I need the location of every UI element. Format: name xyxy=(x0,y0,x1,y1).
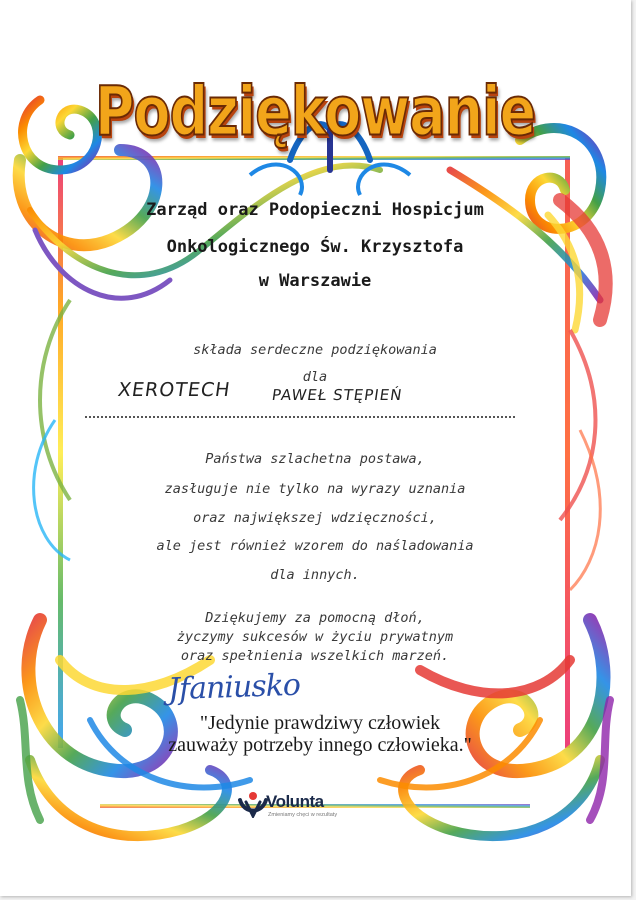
organization-line-2: Onkologicznego Św. Krzysztofa xyxy=(166,237,464,257)
recipient-person: PAWEŁ STĘPIEŃ xyxy=(270,386,404,404)
logo-name: Volunta xyxy=(266,792,324,811)
message-line-5: dla innych. xyxy=(270,567,360,583)
for-label: dla xyxy=(302,369,328,385)
wishes-line-3: oraz spełnienia wszelkich marzeń. xyxy=(180,648,450,664)
page-title: Podziękowanie xyxy=(94,71,536,151)
message-line-2: zasługuje nie tylko na wyrazy uznania xyxy=(164,481,466,497)
gratitude-line: składa serdeczne podziękowania xyxy=(193,342,437,358)
organization-line-1: Zarząd oraz Podopieczni Hospicjum xyxy=(146,200,484,220)
quote-line-1: "Jedynie prawdziwy człowiek xyxy=(199,712,441,734)
wishes-line-2: życzymy sukcesów w życiu prywatnym xyxy=(176,629,454,645)
quote-line-2: zauważy potrzeby innego człowieka." xyxy=(168,734,472,756)
organization-line-3: w Warszawie xyxy=(258,271,372,291)
handwritten-signature: Jfaniusko xyxy=(167,667,301,708)
message-line-4: ale jest również wzorem do naśladowania xyxy=(156,538,474,554)
volunta-figure-icon xyxy=(238,790,268,818)
wishes-line-1: Dziękujemy za pomocną dłoń, xyxy=(205,610,425,626)
recipient-company: XEROTECH xyxy=(116,379,232,401)
message-line-1: Państwa szlachetna postawa, xyxy=(205,451,425,467)
logo-tagline: Zmieniamy chęci w rezultaty xyxy=(268,812,338,818)
volunta-logo xyxy=(238,786,368,820)
message-line-3: oraz największej wdzięczności, xyxy=(193,510,437,526)
